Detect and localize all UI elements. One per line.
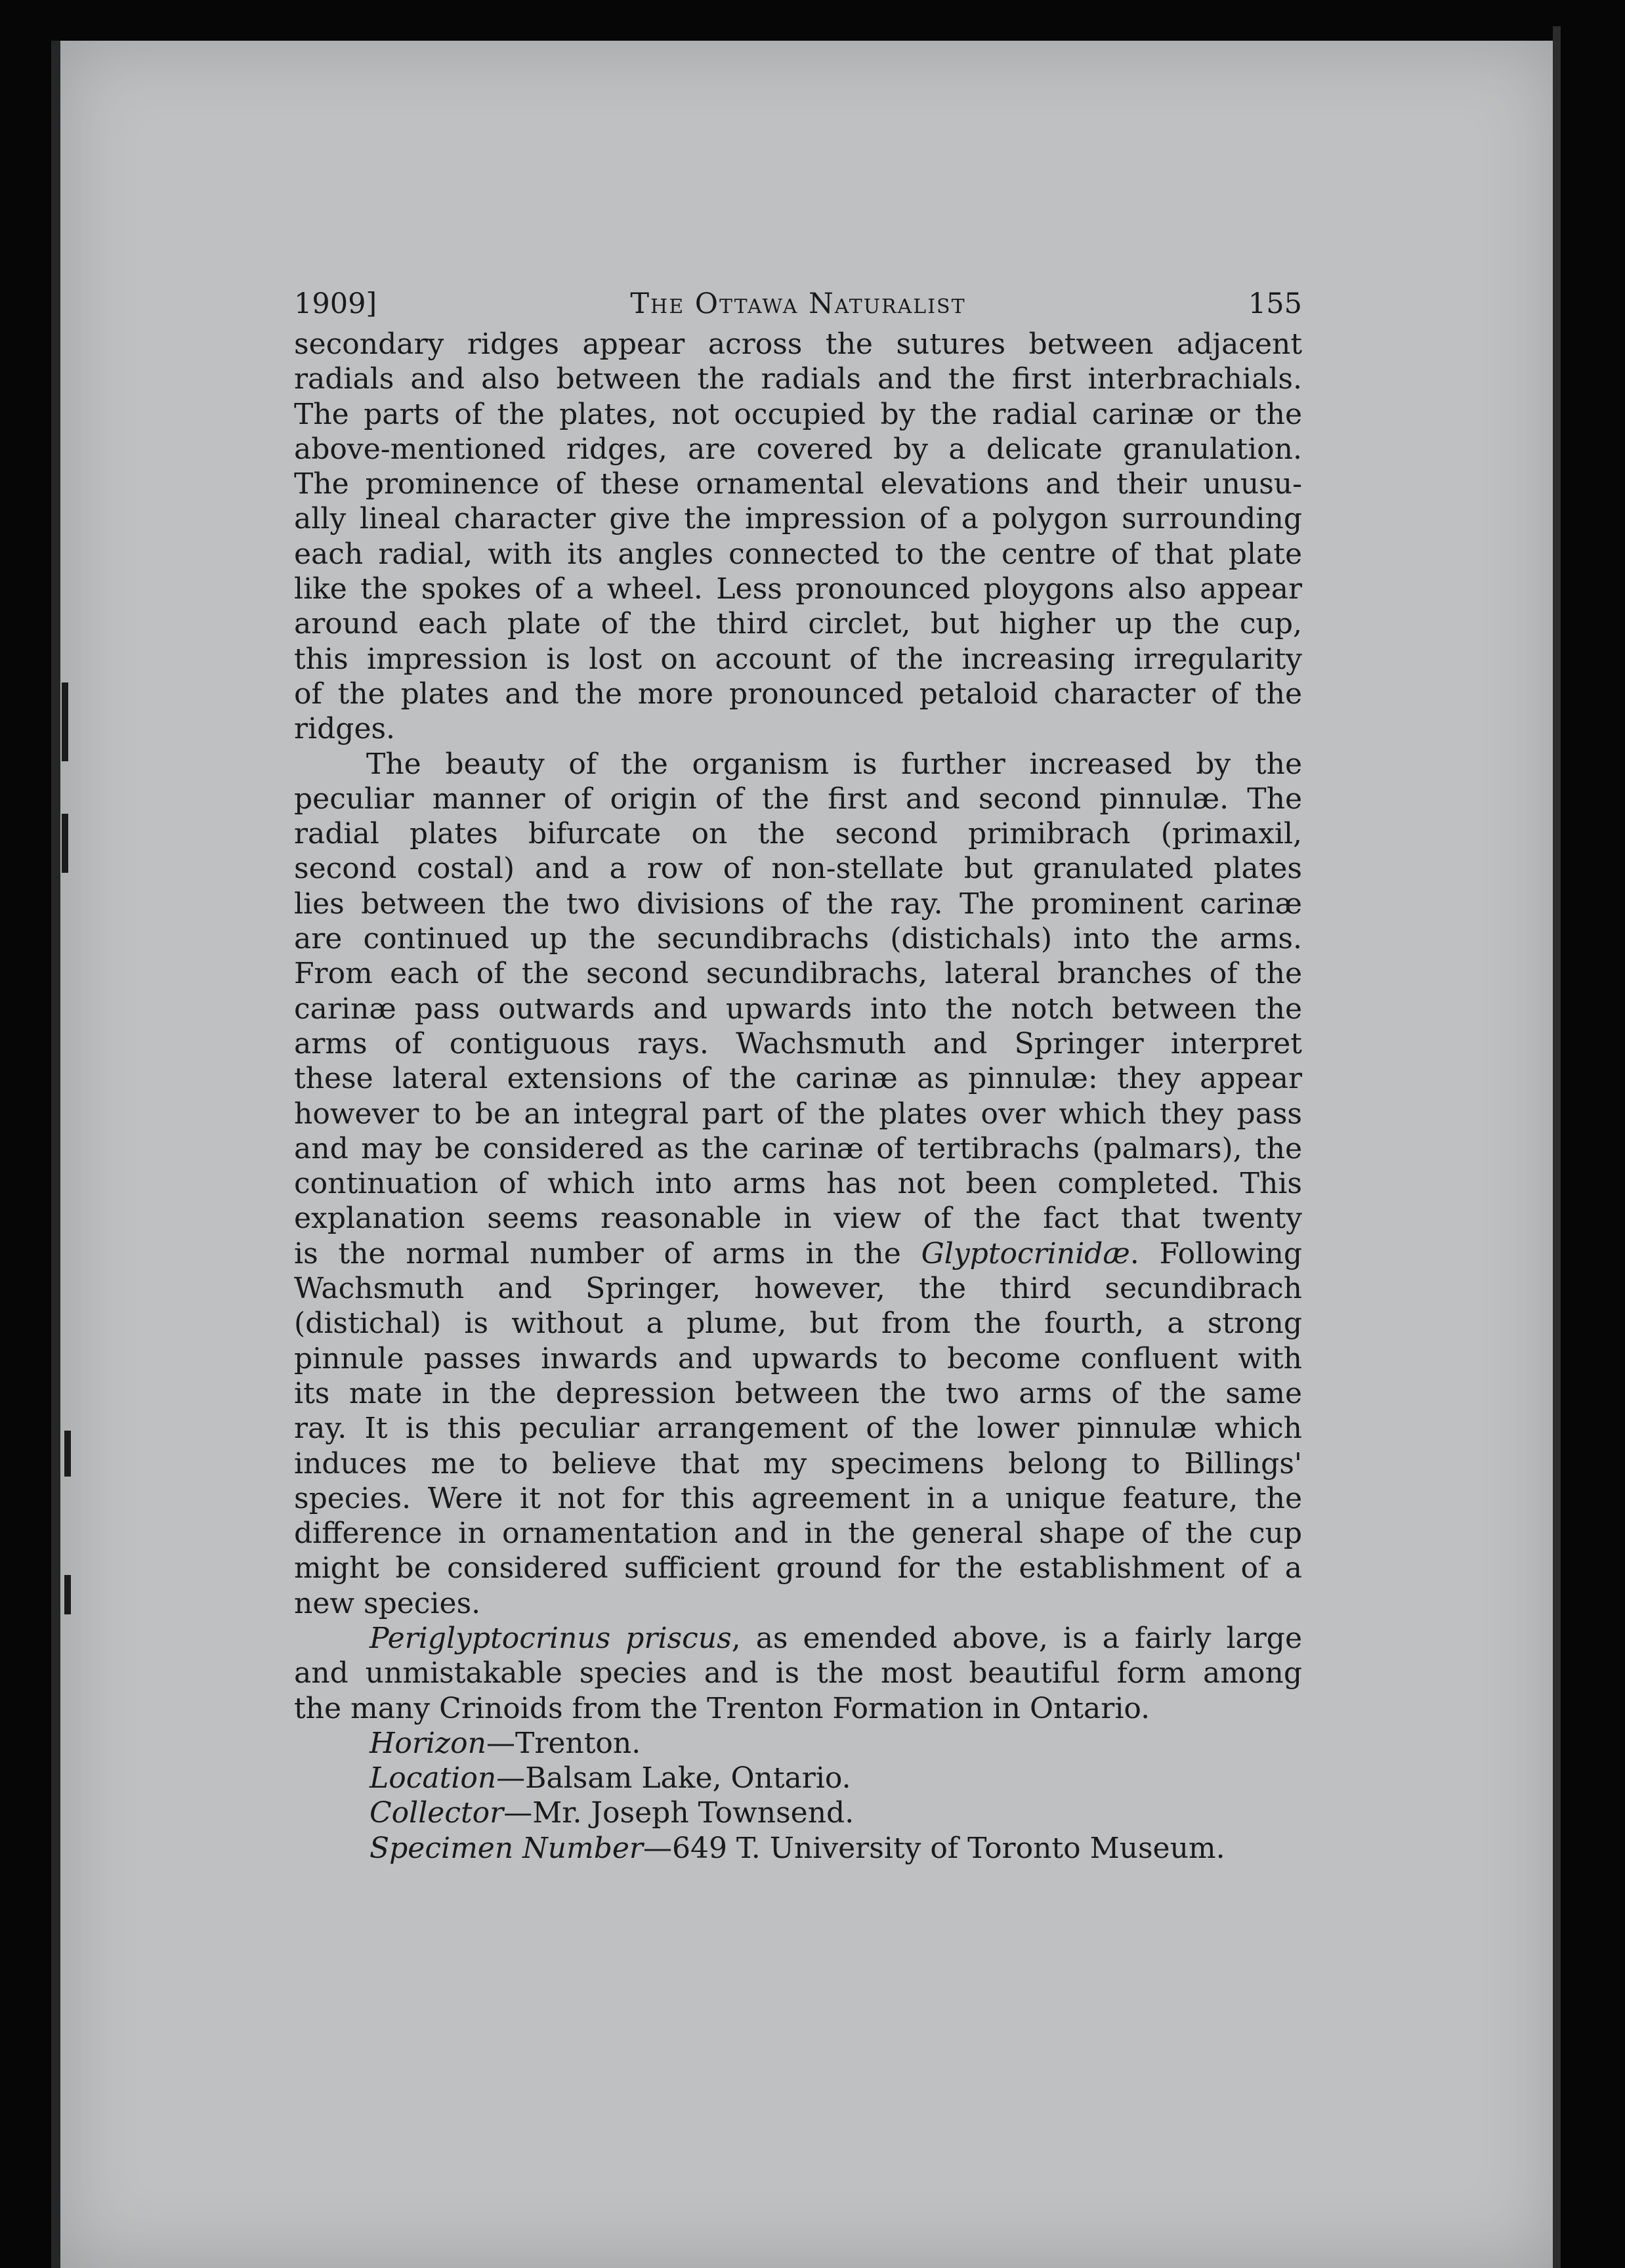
specimen-value: —649 T. University of Toronto Museum. [643, 1831, 1225, 1865]
location-label: Location [369, 1761, 497, 1796]
paragraph-1 [294, 327, 1302, 747]
text-line-species [294, 1621, 1302, 1656]
text-line: lies between the two divisions of the ray. The prominent carinæ [294, 887, 1302, 921]
text-line: difference in ornamentation and in the general shape of the cup [294, 1517, 1302, 1551]
text-line: The parts of the plates, not occupied by the radial carinæ or the [294, 397, 1302, 431]
text-line: induces me to believe that my specimens belong to Billings' [294, 1446, 1302, 1480]
text-line: peculiar manner of origin of the first and second pinnulæ. The [294, 782, 1302, 816]
text-line: might be considered sufficient ground for the establishment of a [294, 1551, 1302, 1586]
text-line: pinnule passes inwards and upwards to become confluent with [294, 1341, 1302, 1376]
journal-title: The Ottawa Naturalist [630, 287, 966, 320]
horizon-value: —Trenton. [486, 1726, 641, 1760]
text-line: continuation of which into arms has not been completed. This [294, 1167, 1302, 1201]
text-line: are continued up the secundibrachs (distichals) into the arms. [294, 922, 1302, 956]
text-line: each radial, with its angles connected to the centre of that plate [294, 537, 1302, 571]
text-line: new species. [294, 1586, 481, 1620]
location-line [294, 1761, 1302, 1796]
family-name: Glyptocrinidæ [921, 1236, 1130, 1270]
binding-mark [62, 814, 68, 873]
paragraph-3 [294, 1621, 1302, 1726]
article-text-block [294, 281, 1302, 1866]
binding-mark [62, 682, 68, 761]
family-line-before: is the normal number of arms in the [294, 1236, 921, 1270]
text-line: explanation seems reasonable in view of the fact that twenty [294, 1202, 1302, 1236]
text-line: and may be considered as the carinæ of tertibrachs (palmars), the [294, 1131, 1302, 1166]
collector-line [294, 1796, 1302, 1830]
running-head [294, 281, 1302, 327]
text-line: and unmistakable species and is the most beautiful form among [294, 1656, 1302, 1690]
collector-value: —Mr. Joseph Townsend. [503, 1796, 855, 1830]
text-line-family [294, 1236, 1302, 1271]
text-line: however to be an integral part of the plates over which they pass [294, 1097, 1302, 1131]
text-line: above-mentioned ridges, are covered by a delicate granulation. [294, 432, 1302, 466]
text-line: The prominence of these ornamental elevations and their unusu- [294, 467, 1302, 501]
text-line: the many Crinoids from the Trenton Formation in Ontario. [294, 1691, 1150, 1725]
species-name: Periglyptocrinus priscus [369, 1621, 732, 1655]
text-line: second costal) and a row of non-stellate but granulated plates [294, 852, 1302, 886]
text-line: secondary ridges appear across the sutures between adjacent [294, 327, 1302, 361]
text-line: like the spokes of a wheel. Less pronounced ploygons also appear [294, 572, 1302, 606]
text-line: arms of contiguous rays. Wachsmuth and Springer interpret [294, 1026, 1302, 1060]
text-line: From each of the second secundibrachs, lateral branches of the [294, 957, 1302, 991]
specimen-label: Specimen Number [369, 1831, 643, 1865]
specimen-number-line [294, 1831, 1302, 1866]
header-year: 1909] [294, 287, 377, 320]
text-line: The beauty of the organism is further increased by the [366, 747, 1302, 781]
text-line: of the plates and the more pronounced petaloid character of the [294, 677, 1302, 711]
text-line: these lateral extensions of the carinæ as pinnulæ: they appear [294, 1062, 1302, 1096]
text-line: species. Were it not for this agreement in a unique feature, the [294, 1481, 1302, 1515]
paragraph-2 [294, 747, 1302, 1621]
text-line: ray. It is this peculiar arrangement of the lower pinnulæ which [294, 1412, 1302, 1446]
text-line: (distichal) is without a plume, but from the fourth, a strong [294, 1307, 1302, 1341]
text-line: ridges. [294, 712, 396, 746]
text-line: its mate in the depression between the two arms of the same [294, 1376, 1302, 1410]
right-page-edge [1553, 26, 1561, 2268]
binding-mark [64, 1575, 71, 1614]
text-line: around each plate of the third circlet, but higher up the cup, [294, 607, 1302, 641]
location-value: —Balsam Lake, Ontario. [496, 1761, 851, 1796]
binding-mark [64, 1431, 71, 1477]
text-line: this impression is lost on account of the increasing irregularity [294, 642, 1302, 676]
specimen-info [294, 1726, 1302, 1866]
horizon-label: Horizon [369, 1726, 486, 1760]
text-line: carinæ pass outwards and upwards into the notch between the [294, 992, 1302, 1026]
horizon-line [294, 1726, 1302, 1761]
text-line: radials and also between the radials and the first interbrachials. [294, 362, 1302, 396]
text-line: ally lineal character give the impression of a polygon surrounding [294, 502, 1302, 536]
page-number: 155 [1248, 287, 1302, 320]
text-line: radial plates bifurcate on the second primibrach (primaxil, [294, 817, 1302, 851]
collector-label: Collector [369, 1796, 504, 1830]
species-line-rest: , as emended above, is a fairly large [731, 1621, 1303, 1655]
text-line: Wachsmuth and Springer, however, the third secundibrach [294, 1272, 1302, 1306]
family-line-after: . Following [1129, 1236, 1302, 1270]
